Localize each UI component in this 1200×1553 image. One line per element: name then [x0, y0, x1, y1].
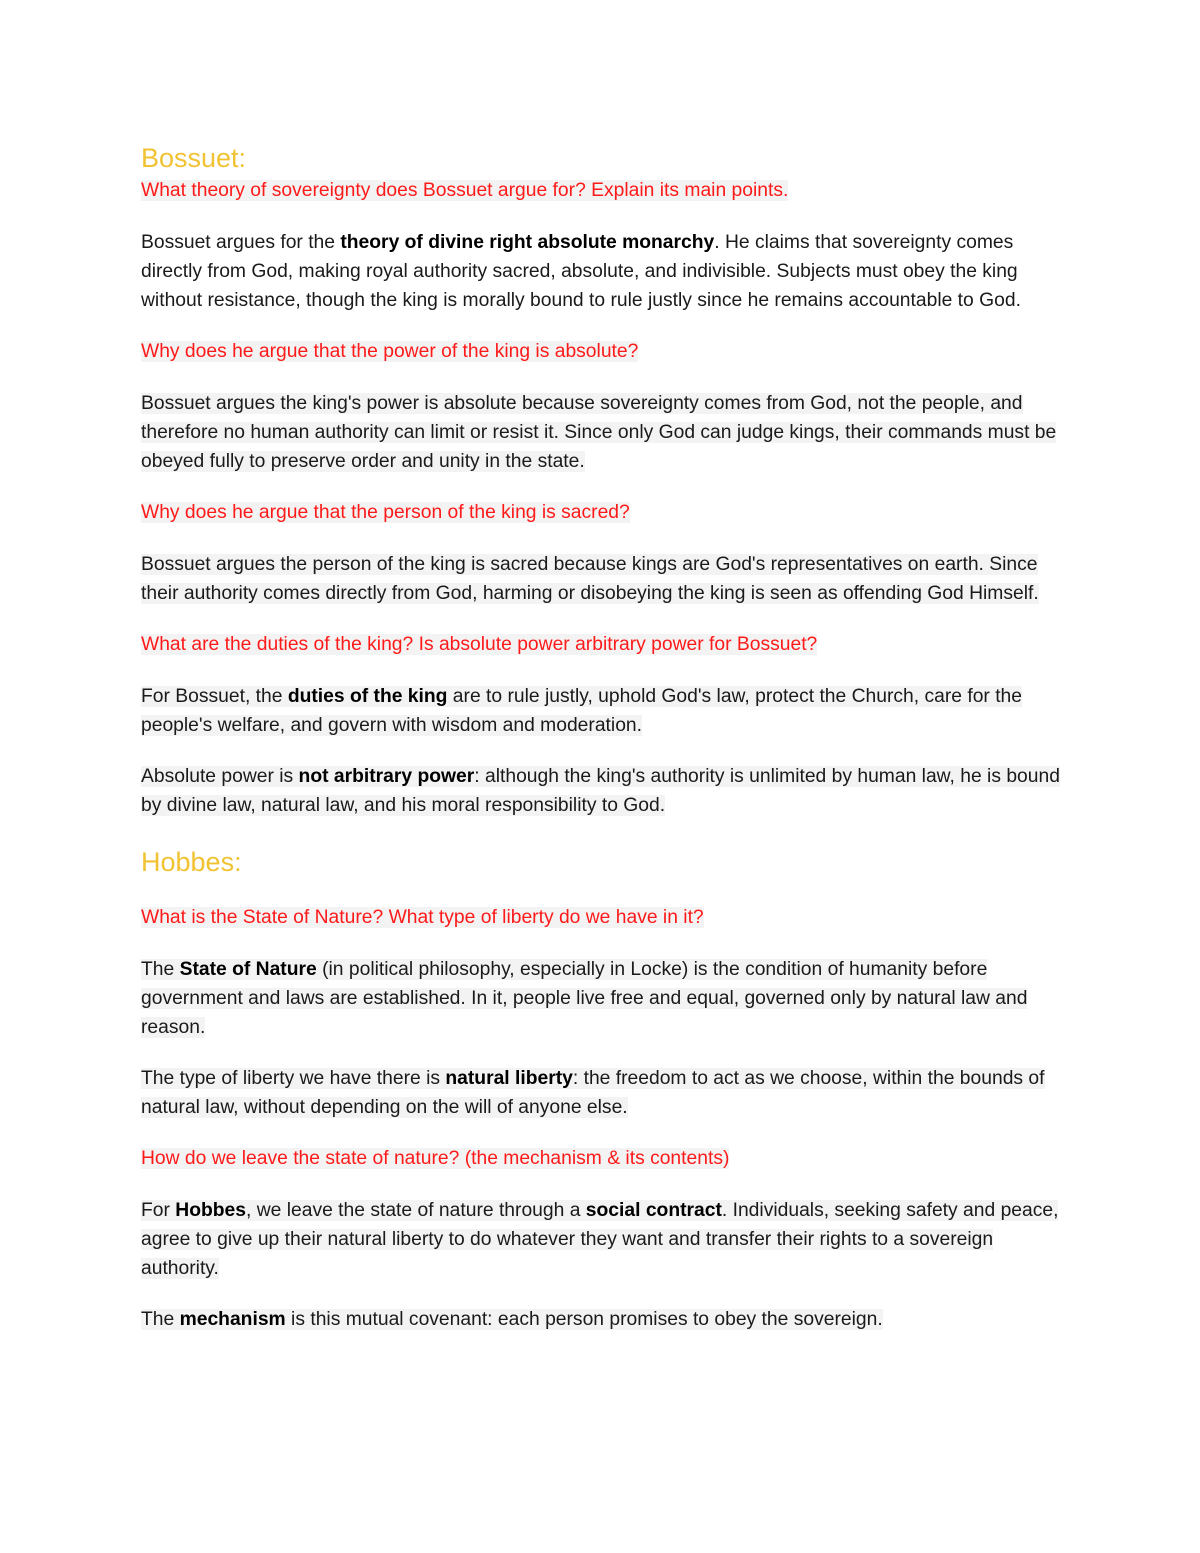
document-body — [141, 140, 1061, 1334]
section-heading-bossuet: Bossuet: — [141, 143, 247, 173]
answer-theory-of-sovereignty: Bossuet argues for the theory of divine right absolute monarchy. He claims that sovereignty comes directly from God, making royal authority sacred, absolute, and indivisible. Subjects must obey the king without resistance, though the king is morally bound to rule justly since he remains accountable to God. — [141, 232, 1021, 311]
question-absolute-power: Why does he argue that the power of the king is absolute? — [141, 341, 639, 362]
answer-sacred-person: Bossuet argues the person of the king is sacred because kings are God's representatives on earth. Since their authority comes directly from God, harming or disobeying the king is seen as offending God Himself. — [141, 554, 1039, 604]
answer-absolute-power: Bossuet argues the king's power is absolute because sovereignty comes from God, not the people, and therefore no human authority can limit or resist it. Since only God can judge kings, their commands must be obeyed fully to preserve order and unity in the state. — [141, 393, 1057, 472]
answer-natural-liberty: The type of liberty we have there is natural liberty: the freedom to act as we choose, within the bounds of natural law, without depending on the will of anyone else. — [141, 1068, 1045, 1118]
question-duties-of-king: What are the duties of the king? Is absolute power arbitrary power for Bossuet? — [141, 634, 818, 655]
answer-arbitrary-power: Absolute power is not arbitrary power: although the king's authority is unlimited by human law, he is bound by divine law, natural law, and his moral responsibility to God. — [141, 766, 1060, 816]
question-theory-of-sovereignty: What theory of sovereignty does Bossuet argue for? Explain its main points. — [141, 180, 789, 201]
answer-social-contract: For Hobbes, we leave the state of nature through a social contract. Individuals, seeking safety and peace, agree to give up their natural liberty to do whatever they want and transfer their rights to a sovereign authority. — [141, 1200, 1059, 1279]
question-state-of-nature: What is the State of Nature? What type of liberty do we have in it? — [141, 907, 704, 928]
answer-state-of-nature: The State of Nature (in political philosophy, especially in Locke) is the condition of humanity before government and laws are established. In it, people live free and equal, governed only by natural law and reason. — [141, 959, 1028, 1038]
answer-duties-of-king: For Bossuet, the duties of the king are to rule justly, uphold God's law, protect the Church, care for the people's welfare, and govern with wisdom and moderation. — [141, 686, 1022, 736]
section-heading-hobbes: Hobbes: — [141, 847, 242, 877]
question-sacred-person: Why does he argue that the person of the king is sacred? — [141, 502, 630, 523]
question-leaving-state-of-nature: How do we leave the state of nature? (the mechanism & its contents) — [141, 1148, 730, 1169]
answer-mechanism: The mechanism is this mutual covenant: each person promises to obey the sovereign. — [141, 1309, 883, 1330]
